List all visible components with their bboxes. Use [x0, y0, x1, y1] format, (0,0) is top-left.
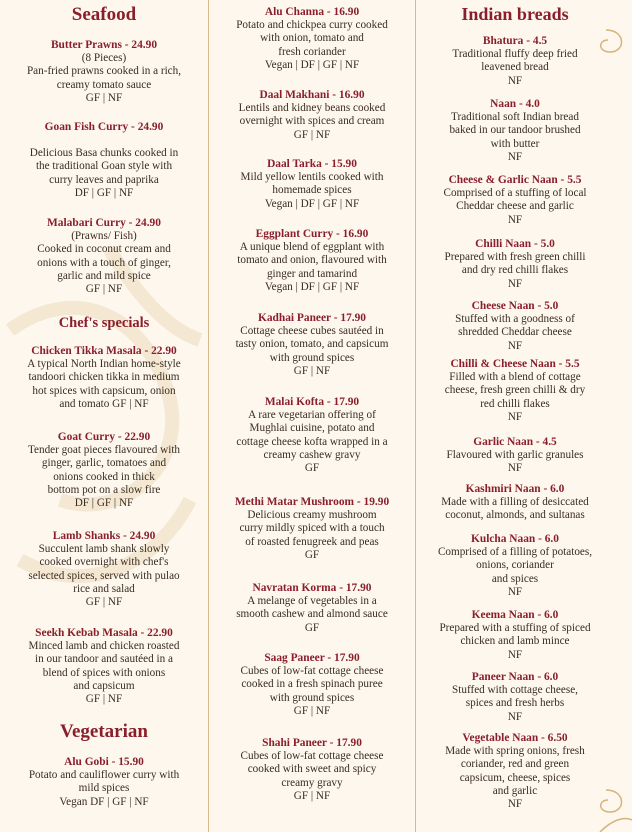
menu-item-goan-fish-curry [4, 121, 204, 200]
item-desc-line: Prepared with fresh green chilli [444, 251, 586, 264]
item-desc-line: Mughlai cuisine, potato and [249, 422, 375, 435]
menu-column-3 [420, 0, 610, 832]
section-heading-seafood: Seafood [71, 4, 137, 25]
item-desc-line: NF [507, 150, 523, 163]
item-desc-line: onions, coriander [476, 559, 554, 572]
item-desc-line: NF [507, 462, 523, 475]
item-desc-line: Traditional fluffy deep fried [452, 48, 578, 61]
item-desc-line: DF | GF | NF [74, 186, 134, 199]
item-desc-line: NF [507, 339, 523, 352]
menu-item-kulcha-naan [420, 533, 610, 599]
item-name: Alu Channa - 16.90 [264, 6, 360, 18]
item-desc-line: A rare vegetarian offering of [248, 409, 376, 422]
item-name: Garlic Naan - 4.5 [473, 436, 557, 448]
menu-item-daal-makhani [214, 89, 410, 142]
item-desc-line: Vegan DF | GF | NF [59, 795, 149, 808]
item-name: Alu Gobi - 15.90 [64, 756, 144, 768]
item-desc-line: leavened bread [481, 61, 549, 74]
item-desc-line: Stuffed with cottage cheese, [452, 684, 578, 697]
item-name: Bhatura - 4.5 [482, 35, 548, 47]
item-desc-line: curry leaves and paprika [49, 173, 159, 186]
item-desc-line: onions with a touch of ginger, [37, 256, 171, 269]
item-desc-line: blend of spices with onions [42, 666, 166, 679]
item-desc-line: Made with spring onions, fresh [445, 745, 585, 758]
item-name: Malai Kofta - 17.90 [264, 396, 360, 408]
item-desc-line: Succulent lamb shank slowly [38, 543, 170, 556]
item-name: Kulcha Naan - 6.0 [471, 533, 559, 545]
item-desc-line: tandoori chicken tikka in medium [28, 371, 180, 384]
item-desc-line: bottom pot on a slow fire [47, 483, 161, 496]
item-desc-line: DF | GF | NF [74, 497, 134, 510]
menu-column-1 [4, 0, 204, 832]
item-desc-line: and capsicum [73, 679, 135, 692]
item-name: Seekh Kebab Masala - 22.90 [35, 627, 173, 639]
item-desc-line: Vegan | DF | GF | NF [264, 197, 360, 210]
item-desc-line: shredded Cheddar cheese [458, 326, 572, 339]
menu-item-bhatura [420, 35, 610, 88]
item-desc-line: Mild yellow lentils cooked with [240, 171, 384, 184]
item-desc-line: GF [304, 462, 320, 475]
item-desc-line: tasty onion, tomato, and capsicum [235, 338, 389, 351]
menu-item-methi-matar-mushroom [214, 496, 410, 562]
item-name: Malabari Curry - 24.90 [47, 217, 161, 229]
item-desc-line: Delicious Basa chunks cooked in [29, 147, 179, 160]
item-desc-line: Delicious creamy mushroom [247, 509, 377, 522]
item-desc-line: cottage cheese kofta wrapped in a [236, 435, 388, 448]
menu-item-malai-kofta [214, 396, 410, 475]
item-desc-line: coconut, almonds, and sultanas [445, 509, 585, 522]
item-desc-line: red chilli flakes [480, 397, 550, 410]
item-desc-line: Traditional soft Indian bread [451, 111, 579, 124]
item-desc-line: spices and fresh herbs [465, 697, 565, 710]
menu-item-malabari-curry [4, 217, 204, 296]
menu-item-chilli-cheese-naan [420, 358, 610, 424]
item-desc-line: Cooked in coconut cream and [37, 243, 171, 256]
item-desc-line: the traditional Goan style with [35, 160, 173, 173]
item-desc-line: GF | NF [293, 789, 331, 802]
item-desc-line: garlic and mild spice [57, 269, 151, 282]
item-name: Kadhai Paneer - 17.90 [258, 312, 366, 324]
item-desc-line: with ground spices [269, 691, 355, 704]
item-name: Naan - 4.0 [490, 98, 540, 110]
item-name: Chilli Naan - 5.0 [475, 238, 555, 250]
item-desc-line: A unique blend of eggplant with [239, 241, 385, 254]
item-desc-line: NF [507, 798, 523, 811]
menu-item-navratan-korma [214, 582, 410, 635]
item-desc-line: ginger, garlic, tomatoes and [41, 457, 167, 470]
item-desc-line: GF [304, 548, 320, 561]
column-divider-right [415, 0, 416, 832]
item-desc-line: GF | NF [293, 128, 331, 141]
item-desc-line: creamy tomato sauce [56, 78, 152, 91]
item-desc-line [4, 134, 204, 147]
item-desc-line: Made with a filling of desiccated [441, 496, 589, 509]
menu-item-garlic-naan [420, 436, 610, 476]
menu-item-alu-gobi [4, 756, 204, 809]
item-desc-line: A typical North Indian home-style [27, 358, 181, 371]
item-desc-line: NF [507, 585, 523, 598]
item-desc-line: creamy cashew gravy [263, 448, 361, 461]
item-name: Goan Fish Curry - 24.90 [44, 121, 164, 133]
section-heading-indian-breads: Indian breads [461, 4, 569, 24]
item-desc-line: and tomato GF | NF [59, 397, 149, 410]
column-divider-left [208, 0, 209, 832]
item-desc-line: and spices [491, 572, 539, 585]
item-desc-line: Cubes of low-fat cottage cheese [240, 665, 384, 678]
item-name: Cheese Naan - 5.0 [471, 300, 559, 312]
menu-item-seekh-kebab-masala [4, 627, 204, 706]
item-desc-line: GF | NF [85, 596, 123, 609]
item-desc-line: capsicum, cheese, spices [459, 771, 571, 784]
item-desc-line: (Prawns/ Fish) [71, 230, 137, 243]
item-desc-line: and dry red chilli flakes [461, 264, 569, 277]
item-desc-line: Potato and cauliflower curry with [28, 769, 180, 782]
item-desc-line: cooked with sweet and spicy [247, 763, 377, 776]
menu-item-saag-paneer [214, 652, 410, 718]
menu-item-lamb-shanks [4, 530, 204, 609]
menu-item-kashmiri-naan [420, 483, 610, 523]
item-desc-line: Prepared with a stuffing of spiced [439, 622, 591, 635]
item-desc-line: Cheddar cheese and garlic [456, 200, 574, 213]
item-desc-line: tomato and onion, flavoured with [237, 254, 387, 267]
item-desc-line: NF [507, 74, 523, 87]
item-desc-line: GF | NF [85, 91, 123, 104]
section-heading-chefs-specials: Chef's specials [58, 315, 150, 331]
item-desc-line: mild spices [78, 782, 130, 795]
item-desc-line: Pan-fried prawns cooked in a rich, [26, 65, 182, 78]
menu-item-chilli-naan [420, 238, 610, 291]
item-desc-line: chicken and lamb mince [460, 635, 570, 648]
item-name: Vegetable Naan - 6.50 [462, 732, 568, 744]
item-desc-line: GF | NF [85, 283, 123, 296]
item-desc-line: hot spices with capsicum, onion [32, 384, 176, 397]
item-desc-line: Cubes of low-fat cottage cheese [240, 750, 384, 763]
item-desc-line: GF [304, 621, 320, 634]
item-desc-line: Comprised of a filling of potatoes, [437, 546, 593, 559]
item-desc-line: Filled with a blend of cottage [449, 371, 581, 384]
item-name: Keema Naan - 6.0 [471, 609, 559, 621]
item-desc-line: A melange of vegetables in a [247, 595, 377, 608]
menu-item-alu-channa [214, 6, 410, 72]
menu-column-2 [214, 0, 410, 832]
menu-item-goat-curry [4, 431, 204, 510]
item-name: Daal Makhani - 16.90 [259, 89, 365, 101]
item-desc-line: NF [507, 213, 523, 226]
item-desc-line: Minced lamb and chicken roasted [28, 640, 180, 653]
item-desc-line: ginger and tamarind [266, 267, 358, 280]
menu-item-chicken-tikka-masala [4, 345, 204, 411]
item-desc-line: with butter [490, 137, 540, 150]
item-desc-line: coriander, red and green [460, 758, 570, 771]
section-heading-vegetarian: Vegetarian [60, 721, 148, 742]
item-desc-line: (8 Pieces) [81, 52, 127, 65]
item-desc-line: baked in our tandoor brushed [449, 124, 581, 137]
item-desc-line: Vegan | DF | GF | NF [264, 58, 360, 71]
menu-item-keema-naan [420, 609, 610, 662]
menu-item-cheese-naan [420, 300, 610, 353]
item-desc-line: NF [507, 277, 523, 290]
item-name: Goat Curry - 22.90 [57, 431, 151, 443]
item-desc-line: NF [507, 410, 523, 423]
menu-item-vegetable-naan [420, 732, 610, 811]
item-desc-line: GF | NF [293, 364, 331, 377]
item-name: Lamb Shanks - 24.90 [52, 530, 156, 542]
item-desc-line: Stuffed with a goodness of [455, 313, 575, 326]
item-name: Chilli & Cheese Naan - 5.5 [450, 358, 580, 370]
item-desc-line: Comprised of a stuffing of local [443, 187, 587, 200]
item-name: Eggplant Curry - 16.90 [255, 228, 369, 240]
item-name: Saag Paneer - 17.90 [264, 652, 360, 664]
item-desc-line: in our tandoor and sautéed in a [35, 653, 173, 666]
menu-item-butter-prawns [4, 39, 204, 105]
item-name: Cheese & Garlic Naan - 5.5 [448, 174, 582, 186]
item-desc-line: onions cooked in thick [53, 470, 155, 483]
item-name: Methi Matar Mushroom - 19.90 [234, 496, 390, 508]
item-desc-line: of roasted fenugreek and peas [245, 535, 379, 548]
item-desc-line: selected spices, served with pulao [28, 569, 180, 582]
item-desc-line: curry mildly spiced with a touch [239, 522, 385, 535]
item-desc-line: creamy gravy [281, 776, 343, 789]
item-name: Butter Prawns - 24.90 [50, 39, 158, 51]
item-desc-line: Potato and chickpea curry cooked [236, 19, 388, 32]
item-name: Shahi Paneer - 17.90 [262, 737, 362, 749]
item-desc-line: cooked overnight with chef's [39, 556, 169, 569]
item-desc-line: Tender goat pieces flavoured with [27, 444, 181, 457]
item-desc-line: fresh coriander [278, 45, 346, 58]
item-desc-line: Lentils and kidney beans cooked [238, 102, 386, 115]
item-desc-line: smooth cashew and almond sauce [236, 608, 388, 621]
item-name: Daal Tarka - 15.90 [267, 158, 357, 170]
item-desc-line: with onion, tomato and [260, 32, 364, 45]
menu-item-naan [420, 98, 610, 164]
menu-item-eggplant-curry [214, 228, 410, 294]
item-desc-line: Flavoured with garlic granules [446, 449, 584, 462]
item-name: Kashmiri Naan - 6.0 [465, 483, 565, 495]
item-desc-line: NF [507, 710, 523, 723]
menu-item-kadhai-paneer [214, 312, 410, 378]
item-desc-line: cheese, fresh green chilli & dry [444, 384, 586, 397]
item-name: Navratan Korma - 17.90 [252, 582, 372, 594]
menu-item-cheese-garlic-naan [420, 174, 610, 227]
item-desc-line: and garlic [492, 784, 538, 797]
item-desc-line: cooked in a fresh spinach puree [241, 678, 383, 691]
item-desc-line: rice and salad [73, 582, 135, 595]
item-desc-line: Vegan | DF | GF | NF [264, 280, 360, 293]
item-desc-line: Cottage cheese cubes sautéed in [240, 325, 384, 338]
menu-item-daal-tarka [214, 158, 410, 211]
item-desc-line: homemade spices [272, 184, 352, 197]
item-name: Paneer Naan - 6.0 [471, 671, 559, 683]
item-desc-line: overnight with spices and cream [239, 115, 385, 128]
item-desc-line: with ground spices [269, 351, 355, 364]
item-name: Chicken Tikka Masala - 22.90 [31, 345, 177, 357]
menu-item-paneer-naan [420, 671, 610, 724]
item-desc-line: GF | NF [293, 704, 331, 717]
item-desc-line: NF [507, 648, 523, 661]
menu-item-shahi-paneer [214, 737, 410, 803]
item-desc-line: GF | NF [85, 693, 123, 706]
